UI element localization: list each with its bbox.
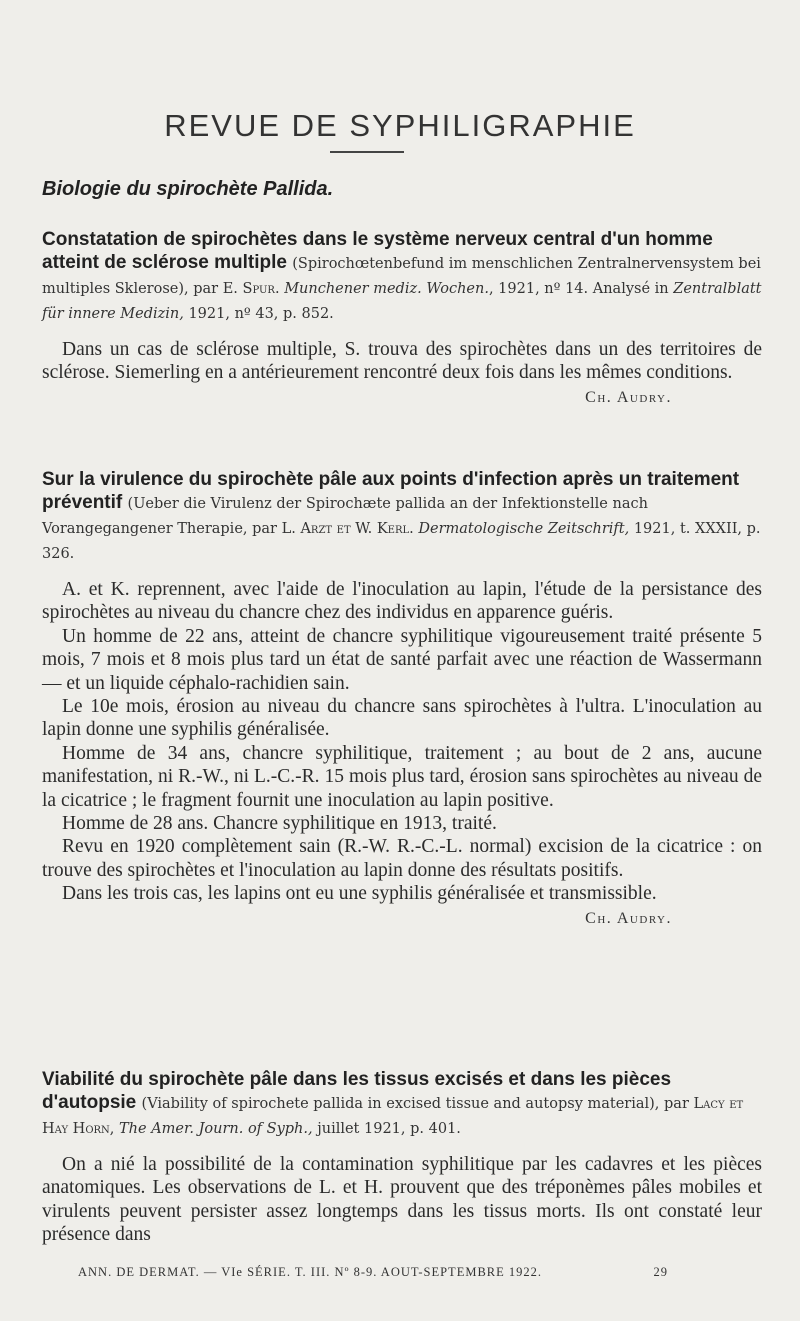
- paragraph: A. et K. reprennent, avec l'aide de l'inoculation au lapin, l'étude de la persistance des spirochètes au niveau du chancre chez des individus en apparence guéris.: [42, 579, 762, 624]
- signature: Ch. Audry.: [585, 388, 672, 406]
- paragraph: Un homme de 22 ans, atteint de chancre syphilitique vigoureusement traité présente 5 mois, 7 mois et 8 mois plus tard un état de santé parfait avec une réaction de Wassermann — et un liquide céphalo-rachidien sain.: [42, 625, 762, 694]
- section-heading: Biologie du spirochète Pallida.: [42, 178, 334, 200]
- article-heading: Sur la virulence du spirochète pâle aux points d'infection après un traitement préventif (Ueber die Virulenz der Spirochæte pallida an der Infektionstelle nach Vorangegangener Therapie, par L. Arzt et W. Kerl. Dermatologische Zeitschrift, 1921, t. XXXII, p. 326.: [42, 469, 761, 562]
- article-reference: (Viability of spirochete pallida in excised tissue and autopsy material), par Lacy et Hay Horn, The Amer. Journ. of Syph., juillet 1921, p. 401.: [42, 1096, 744, 1137]
- article-2: [42, 468, 762, 928]
- article-3: [42, 1068, 762, 1247]
- paragraph: On a nié la possibilité de la contamination syphilitique par les cadavres et les pièces anatomiques. Les observations de L. et H. prouvent que des tréponèmes pâles mobiles et virulents peuvent persister assez longtemps dans les tissus morts. Ils ont constaté leur présence dans: [42, 1154, 762, 1246]
- article-heading: Constatation de spirochètes dans le système nerveux central d'un homme atteint de sclérose multiple (Spirochœtenbefund im menschlichen Zentralnervensystem bei multiples Sklerose), par E. Spur. Munchener mediz. Wochen., 1921, nº 14. Analysé in Zentralblatt für innere Medizin, 1921, nº 43, p. 852.: [42, 229, 762, 322]
- paragraph: Homme de 34 ans, chancre syphilitique, traitement ; au bout de 2 ans, aucune manifestation, ni R.-W., ni L.-C.-R. 15 mois plus tard, érosion sans spirochètes au niveau de la cicatrice ; le fragment fournit une inoculation au lapin positive.: [42, 742, 762, 811]
- page-title: REVUE DE SYPHILIGRAPHIE: [164, 108, 636, 143]
- article-body: [42, 578, 762, 906]
- paragraph: Revu en 1920 complètement sain (R.-W. R.-C.-L. normal) excision de la cicatrice : on trouve des spirochètes et l'inoculation au lapin donne des résultats positifs.: [42, 836, 762, 881]
- paragraph: Le 10e mois, érosion au niveau du chancre sans spirochètes à l'ultra. L'inoculation au lapin donne une syphilis généralisée.: [42, 696, 762, 741]
- paragraph: Dans un cas de sclérose multiple, S. trouva des spirochètes dans un des territoires de sclérose. Siemerling en a antérieurement rencontré deux fois dans les mêmes conditions.: [42, 339, 762, 384]
- article-heading: Viabilité du spirochète pâle dans les tissus excisés et dans les pièces d'autopsie (Viability of spirochete pallida in excised tissue and autopsy material), par Lacy et Hay Horn, The Amer. Journ. of Syph., juillet 1921, p. 401.: [42, 1069, 744, 1137]
- article-reference: (Ueber die Virulenz der Spirochæte pallida an der Infektionstelle nach Vorangegangener Therapie, par L. Arzt et W. Kerl. Dermatologische Zeitschrift, 1921, t. XXXII, p. 326.: [42, 496, 761, 562]
- paragraph: Dans les trois cas, les lapins ont eu une syphilis généralisée et transmissible.: [62, 883, 657, 905]
- article-1: [42, 228, 762, 407]
- running-footer: ANN. DE DERMAT. — VIe SÉRIE. T. III. Nº 8-9. AOUT-SEPTEMBRE 1922.: [78, 1265, 543, 1279]
- article-reference: (Spirochœtenbefund im menschlichen Zentralnervensystem bei multiples Sklerose), par E. Spur. Munchener mediz. Wochen., 1921, nº 14. Analysé in Zentralblatt für innere Medizin, 1921, nº 43, p. 852.: [42, 256, 762, 322]
- article-body: [42, 1153, 762, 1247]
- title-rule: [330, 151, 404, 153]
- signature: Ch. Audry.: [585, 909, 672, 927]
- paragraph: Homme de 28 ans. Chancre syphilitique en 1913, traité.: [62, 813, 497, 835]
- page-number: 29: [653, 1265, 668, 1279]
- page-footer: [78, 1265, 668, 1280]
- article-body: [42, 338, 762, 385]
